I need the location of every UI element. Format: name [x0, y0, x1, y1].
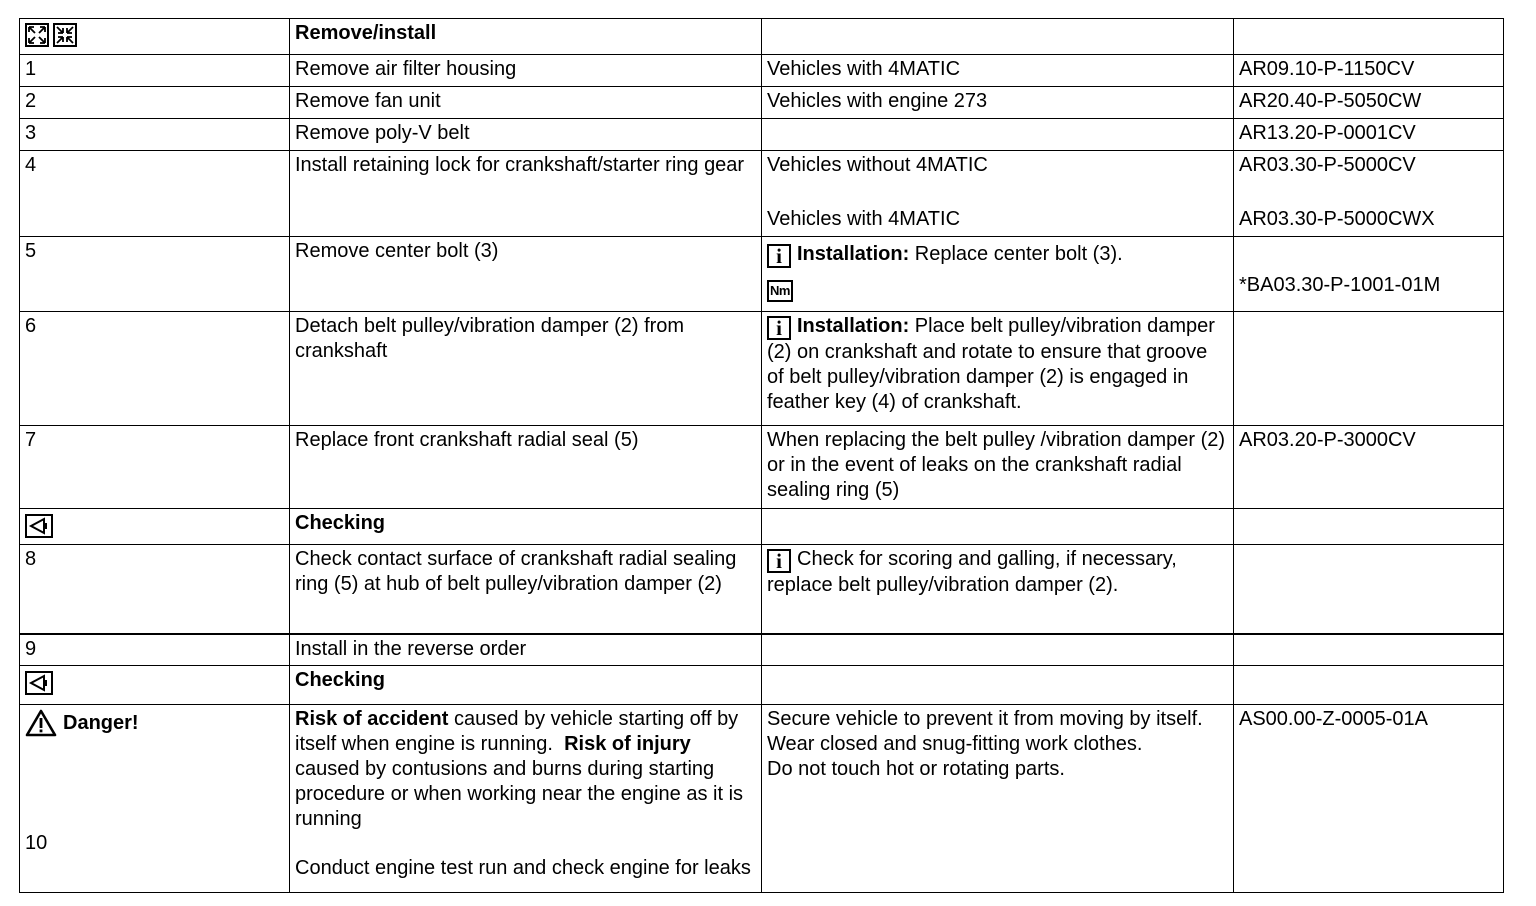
step-note: Vehicles with engine 273 [762, 87, 1234, 119]
step-reference-link [1234, 312, 1504, 426]
step-note: Vehicles with 4MATIC [762, 55, 1234, 87]
risk-accident-label: Risk of accident [295, 708, 449, 730]
table-row [20, 237, 1504, 312]
danger-risk-cell [290, 705, 762, 893]
installation-label: Installation: [797, 243, 910, 265]
section-title: Remove/install [290, 19, 762, 55]
step-reference-link [1234, 634, 1504, 666]
danger-warning [25, 709, 284, 737]
procedure-table [19, 18, 1504, 893]
table-row [20, 151, 1504, 237]
step-number: 1 [20, 55, 290, 87]
table-row [20, 55, 1504, 87]
torque-nm-icon[interactable]: Nm [767, 280, 793, 302]
step-action: Check contact surface of crankshaft radial sealing ring (5) at hub of belt pulley/vibration damper (2) [290, 545, 762, 635]
step-action: Conduct engine test run and check engine for leaks [295, 857, 751, 879]
install-icon [53, 23, 77, 47]
checking-icon-cell [20, 666, 290, 705]
step-reference-cell [1234, 151, 1504, 237]
warning-triangle-icon [25, 709, 57, 737]
header-icons-cell [20, 19, 290, 55]
empty-cell [762, 666, 1234, 705]
step-reference-link[interactable]: AS00.00-Z-0005-01A [1234, 705, 1504, 893]
step-reference-link[interactable]: AR09.10-P-1150CV [1234, 55, 1504, 87]
danger-risk-text [295, 707, 756, 832]
step-reference-link[interactable]: AR03.30-P-5000CV [1239, 154, 1416, 176]
info-icon: i [767, 244, 791, 268]
step-note-cell [762, 151, 1234, 237]
checking-header-row [20, 509, 1504, 545]
step-action: Remove poly-V belt [290, 119, 762, 151]
step-reference-link[interactable]: AR20.40-P-5050CW [1234, 87, 1504, 119]
checking-icon-cell [20, 509, 290, 545]
checking-icon [25, 514, 53, 538]
table-row [20, 545, 1504, 635]
step-number: 2 [20, 87, 290, 119]
danger-cell [20, 705, 290, 893]
info-icon: i [767, 549, 791, 573]
step-action: Install retaining lock for crankshaft/starter ring gear [290, 151, 762, 237]
empty-cell [762, 19, 1234, 55]
step-note: Place belt pulley/vibration damper (2) on crankshaft and rotate to ensure that groove of belt pulley/vibration damper (2) is engaged in feather key (4) of crankshaft. [767, 315, 1215, 413]
info-icon: i [767, 316, 791, 340]
table-row [20, 119, 1504, 151]
step-note: Vehicles without 4MATIC [767, 154, 988, 176]
danger-measure: Do not touch hot or rotating parts. [767, 758, 1065, 780]
table-row [20, 705, 1504, 893]
checking-title: Checking [290, 666, 762, 705]
empty-cell [1234, 666, 1504, 705]
risk-accident-text: caused by vehicle starting off by itself when engine is running. [295, 708, 739, 755]
table-row [20, 87, 1504, 119]
step-reference-link [1234, 545, 1504, 635]
step-action: Install in the reverse order [290, 634, 762, 666]
table-row [20, 312, 1504, 426]
step-number: 4 [20, 151, 290, 237]
step-number: 6 [20, 312, 290, 426]
step-reference-link[interactable]: AR03.20-P-3000CV [1234, 426, 1504, 509]
step-note [762, 119, 1234, 151]
remove-icon [25, 23, 49, 47]
risk-injury-label: Risk of injury [564, 733, 691, 755]
empty-cell [1234, 19, 1504, 55]
step-note-cell [762, 312, 1234, 426]
danger-label: Danger! [63, 711, 139, 734]
step-number: 8 [20, 545, 290, 635]
step-action: Remove fan unit [290, 87, 762, 119]
step-action: Detach belt pulley/vibration damper (2) from crankshaft [290, 312, 762, 426]
step-note-cell [762, 545, 1234, 635]
checking-icon [25, 671, 53, 695]
step-action: Remove center bolt (3) [290, 237, 762, 312]
section-header-row [20, 19, 1504, 55]
step-note [762, 634, 1234, 666]
step-reference-link-alt[interactable]: AR03.30-P-5000CWX [1239, 208, 1435, 230]
step-note: Replace center bolt (3). [914, 243, 1123, 265]
step-note-alt: Vehicles with 4MATIC [767, 208, 961, 230]
step-number: 10 [25, 832, 48, 854]
checking-title: Checking [290, 509, 762, 545]
step-number: 5 [20, 237, 290, 312]
step-reference-link[interactable]: *BA03.30-P-1001-01M [1239, 274, 1441, 296]
step-number: 3 [20, 119, 290, 151]
step-reference-link[interactable]: AR13.20-P-0001CV [1234, 119, 1504, 151]
danger-measures-cell [762, 705, 1234, 893]
step-note: Check for scoring and galling, if necessary, replace belt pulley/vibration damper (2). [767, 548, 1177, 596]
step-action: Remove air filter housing [290, 55, 762, 87]
risk-injury-text: caused by contusions and burns during starting procedure or when working near the engine as it is running [295, 758, 744, 830]
danger-measure: Wear closed and snug-fitting work clothes. [767, 733, 1143, 755]
step-number: 9 [20, 634, 290, 666]
table-row [20, 634, 1504, 666]
step-note-cell [762, 237, 1234, 312]
step-note: When replacing the belt pulley /vibration damper (2) or in the event of leaks on the crankshaft radial sealing ring (5) [762, 426, 1234, 509]
empty-cell [1234, 509, 1504, 545]
table-row [20, 426, 1504, 509]
checking-header-row [20, 666, 1504, 705]
installation-label: Installation: [797, 315, 910, 337]
empty-cell [762, 509, 1234, 545]
danger-measure: Secure vehicle to prevent it from moving by itself. [767, 708, 1203, 730]
step-action: Replace front crankshaft radial seal (5) [290, 426, 762, 509]
step-number: 7 [20, 426, 290, 509]
step-reference-cell [1234, 237, 1504, 312]
